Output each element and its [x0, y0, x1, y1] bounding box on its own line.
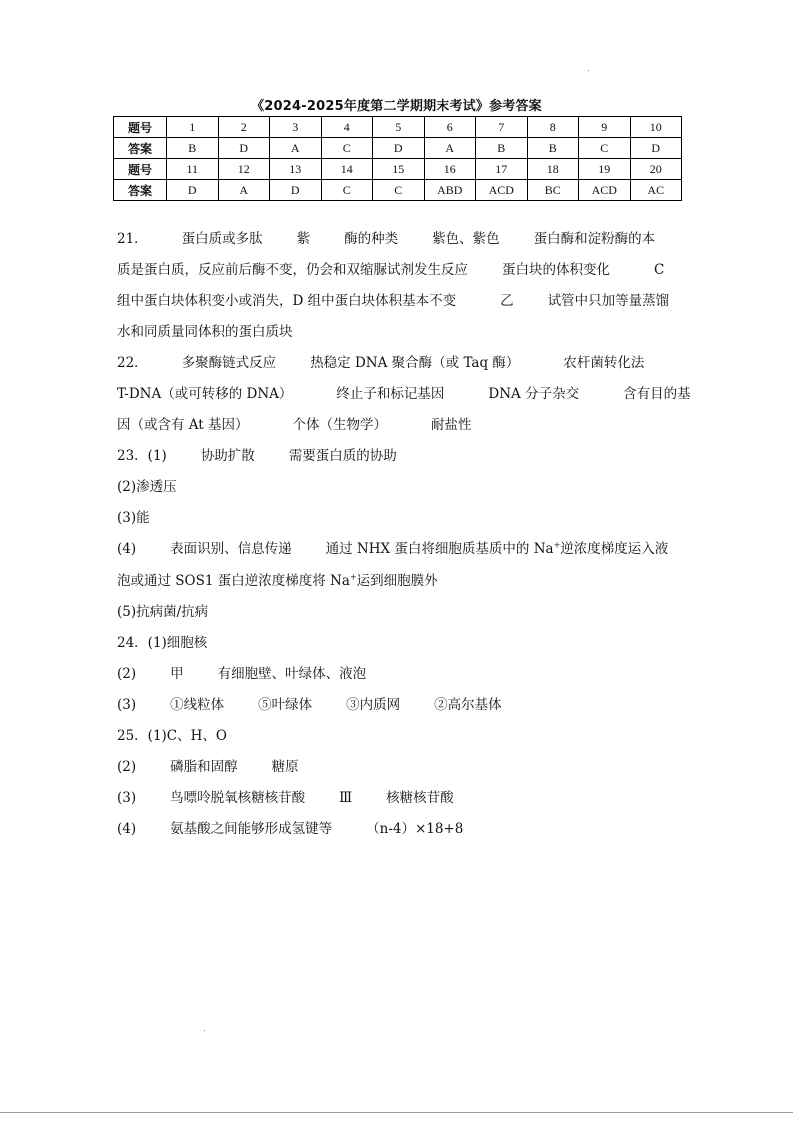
question-number-cell: 3 [270, 117, 322, 138]
answer-text: 通过 NHX 蛋白将细胞质基质中的 Na [325, 541, 554, 557]
question-number-cell: 12 [218, 159, 270, 180]
superscript-plus: + [349, 572, 357, 581]
q23-line-1 [117, 441, 683, 472]
answer-text: 磷脂和固醇 [170, 758, 238, 775]
question-number: 21． [117, 231, 148, 247]
answer-text: DNA 分子杂交 [488, 386, 580, 402]
question-number-cell: 4 [321, 117, 373, 138]
answer-text: 水和同质量同体积的蛋白质块 [117, 324, 293, 340]
table-row [114, 180, 682, 201]
answer-cell: ABD [424, 180, 476, 201]
question-number-cell: 11 [167, 159, 219, 180]
answer-text: 需要蛋白质的协助 [288, 448, 397, 464]
q23-line-4 [117, 534, 683, 566]
question-number-cell: 19 [579, 159, 631, 180]
question-number-header: 题号 [114, 159, 167, 180]
answer-text: 质是蛋白质，反应前后酶不变，仍会和双缩脲试剂发生反应 [117, 262, 468, 278]
answer-cell: AC [630, 180, 682, 201]
q21-line-2 [117, 255, 683, 286]
answer-text: 蛋白质或多肽 [181, 231, 263, 247]
answer-text: 多聚酶链式反应 [181, 355, 277, 371]
question-number-cell: 13 [270, 159, 322, 180]
question-number-cell: 7 [476, 117, 528, 138]
answer-cell: B [476, 138, 528, 159]
q24-line-2 [117, 659, 683, 690]
q23-line-5 [117, 566, 683, 597]
answer-text: 蛋白块的体积变化 [502, 262, 610, 278]
answer-text: 蛋白酶和淀粉酶的本 [533, 231, 656, 247]
question-number-cell: 8 [527, 117, 579, 138]
question-number: 22． [117, 355, 148, 371]
q25-line-4 [117, 814, 683, 845]
scan-speck [204, 1030, 205, 1031]
answer-cell: C [321, 180, 373, 201]
table-row [114, 159, 682, 180]
answer-text: 含有目的基 [623, 386, 691, 402]
answer-text: 紫 [296, 231, 311, 247]
question-number-cell: 6 [424, 117, 476, 138]
q23-line-2 [117, 472, 683, 503]
answer-header: 答案 [114, 180, 167, 201]
q24-line-3 [117, 690, 683, 721]
part-number: (3) [117, 696, 137, 713]
answer-cell: A [218, 180, 270, 201]
answer-text: (3)能 [117, 510, 150, 526]
answer-cell: D [270, 180, 322, 201]
question-number-header: 题号 [114, 117, 167, 138]
answer-cell: BC [527, 180, 579, 201]
answer-text: ①线粒体 [170, 696, 225, 713]
answer-text: T-DNA（或可转移的 DNA） [117, 386, 293, 402]
part-number: (3) [117, 789, 137, 806]
answer-text: (5)抗病菌/抗病 [117, 603, 209, 620]
answer-text: 乙 [500, 293, 514, 309]
answer-text: 氨基酸之间能够形成氢键等 [170, 820, 333, 837]
part-number: (4) [117, 820, 137, 837]
answer-text: 鸟嘌呤脱氧核糖核苷酸 [170, 789, 306, 806]
answer-text: 农杆菌转化法 [563, 355, 645, 371]
answer-cell: D [373, 138, 425, 159]
q23-line-6 [117, 597, 683, 628]
answer-cell: A [424, 138, 476, 159]
question-number-cell: 1 [167, 117, 219, 138]
q21-line-3 [117, 286, 683, 317]
question-number-cell: 14 [321, 159, 373, 180]
answer-cell: B [527, 138, 579, 159]
part-number: (2) [117, 665, 137, 682]
q23-line-3 [117, 503, 683, 534]
answer-text: (2)渗透压 [117, 479, 177, 495]
answer-table [113, 116, 682, 201]
answer-text: 组中蛋白块体积变小或消失，D 组中蛋白块体积基本不变 [117, 293, 457, 309]
answer-text: ⑤叶绿体 [258, 696, 313, 713]
page-title: 《2024-2025年度第二学期期末考试》参考答案 [251, 99, 542, 114]
question-number-cell: 17 [476, 159, 528, 180]
answer-cell: A [270, 138, 322, 159]
answer-text: 运到细胞膜外 [356, 572, 438, 589]
q22-line-3 [117, 410, 683, 441]
answer-cell: B [167, 138, 219, 159]
answer-text: 糖原 [271, 758, 299, 775]
answer-cell: D [218, 138, 270, 159]
answer-text: 耐盐性 [431, 417, 472, 433]
answer-cell: D [630, 138, 682, 159]
answer-body [117, 224, 691, 845]
answer-text: C [654, 262, 665, 278]
answer-text: 表面识别、信息传递 [170, 541, 292, 557]
answer-text: Ⅲ [339, 789, 353, 806]
question-number-cell: 20 [630, 159, 682, 180]
question-number-cell: 2 [218, 117, 270, 138]
answer-text: 酶的种类 [344, 231, 399, 247]
answer-cell: C [579, 138, 631, 159]
question-number-cell: 18 [527, 159, 579, 180]
answer-text: ③内质网 [346, 696, 401, 713]
superscript-plus: + [553, 540, 561, 550]
answer-text: 试管中只加等量蒸馏 [547, 293, 670, 309]
q25-line-2 [117, 752, 683, 783]
question-number-cell: 10 [630, 117, 682, 138]
question-number-cell: 15 [373, 159, 425, 180]
answer-text: 热稳定 DNA 聚合酶（或 Taq 酶） [310, 355, 520, 371]
answer-text: 因（或含有 At 基因） [117, 417, 249, 433]
q24-line-1 [117, 628, 683, 659]
question-number: 24．(1)细胞核 [117, 634, 208, 651]
q25-line-1 [117, 721, 683, 752]
question-number-cell: 5 [373, 117, 425, 138]
q22-line-1 [117, 348, 683, 379]
page-bottom-rule [0, 1112, 793, 1113]
q22-line-2 [117, 379, 691, 410]
table-row [114, 117, 682, 138]
answer-text: 甲 [170, 665, 184, 682]
answer-text: 终止子和标记基因 [336, 386, 445, 402]
answer-cell: C [373, 180, 425, 201]
answer-text: 泡或通过 SOS1 蛋白逆浓度梯度将 Na [117, 572, 350, 589]
answer-text: 紫色、紫色 [432, 231, 500, 247]
answer-text: 有细胞壁、叶绿体、液泡 [217, 665, 367, 682]
answer-cell: ACD [476, 180, 528, 201]
answer-text: 逆浓度梯度运入液 [560, 541, 669, 557]
question-number: 25．(1)C、H、O [117, 727, 227, 744]
answer-header: 答案 [114, 138, 167, 159]
answer-text: 核糖核苷酸 [386, 789, 454, 806]
table-row [114, 138, 682, 159]
part-number: (2) [117, 758, 137, 775]
question-number: 23．(1) [117, 448, 167, 464]
part-number: (4) [117, 541, 137, 557]
question-number-cell: 9 [579, 117, 631, 138]
answer-cell: D [167, 180, 219, 201]
question-number-cell: 16 [424, 159, 476, 180]
q21-line-4 [117, 317, 683, 348]
answer-text: 协助扩散 [200, 448, 255, 464]
q21-line-1 [117, 224, 683, 255]
answer-text: 个体（生物学） [292, 417, 388, 433]
answer-cell: C [321, 138, 373, 159]
scan-speck [588, 70, 589, 71]
q25-line-3 [117, 783, 683, 814]
answer-text: ②高尔基体 [434, 696, 502, 713]
answer-text: （n-4）×18+8 [366, 820, 464, 837]
answer-cell: ACD [579, 180, 631, 201]
